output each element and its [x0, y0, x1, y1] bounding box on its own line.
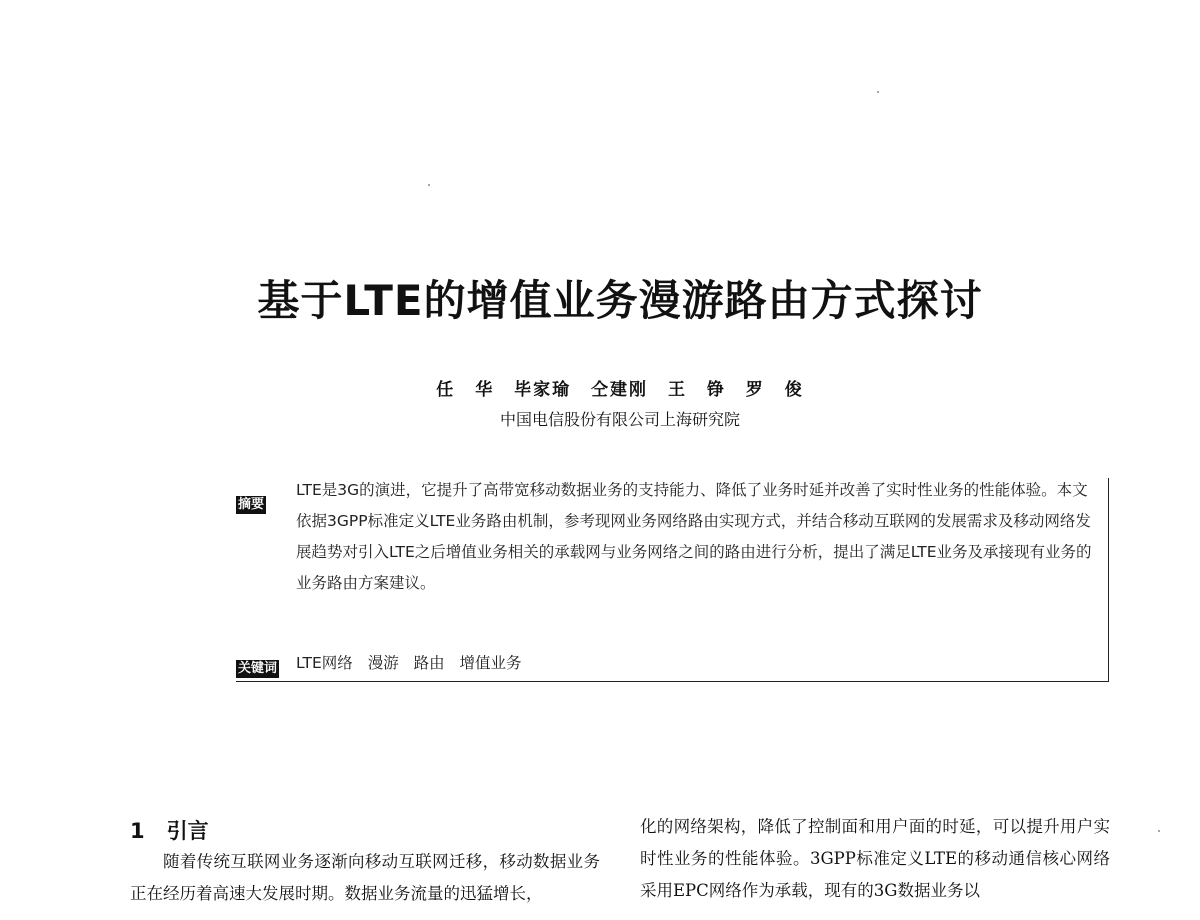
section-title: 引言	[166, 819, 209, 843]
paper-title: 基于LTE的增值业务漫游路由方式探讨	[257, 276, 983, 325]
keywords-label: 关键词	[238, 661, 278, 676]
body-column-left	[130, 846, 600, 910]
abstract-box-bottom-border	[236, 681, 1109, 682]
keywords-text: LTE网络 漫游 路由 增值业务	[296, 654, 522, 672]
body-column-right	[640, 811, 1110, 907]
abstract-label: 摘要	[238, 497, 265, 512]
body-paragraph: 化的网络架构，降低了控制面和用户面的时延，可以提升用户实时性业务的性能体验。3GPP标准定义LTE的移动通信核心网络采用EPC网络作为承载，现有的3G数据业务以	[640, 817, 1110, 900]
paper-authors: 任 华 毕家瑜 仝建刚 王 铮 罗 俊	[436, 380, 804, 400]
abstract-box-right-border	[1108, 478, 1109, 682]
section-number: 1	[130, 819, 145, 843]
paper-affiliation: 中国电信股份有限公司上海研究院	[499, 410, 740, 429]
scan-speck	[877, 91, 879, 93]
scan-speck	[1158, 830, 1160, 832]
abstract-text: LTE是3G的演进，它提升了高带宽移动数据业务的支持能力、降低了业务时延并改善了实时性业务的性能体验。本文依据3GPP标准定义LTE业务路由机制，参考现网业务网络路由实现方式，并结合移动互联网的发展需求及移动网络发展趋势对引入LTE之后增值业务相关的承载网与业务网络之间的路由进行分析，提出了满足LTE业务及承接现有业务的业务路由方案建议。	[296, 481, 1092, 592]
body-paragraph: 随着传统互联网业务逐渐向移动互联网迁移，移动数据业务正在经历着高速大发展时期。数据业务流量的迅猛增长，	[130, 852, 600, 903]
scan-speck	[428, 184, 430, 186]
section-heading	[130, 815, 209, 845]
